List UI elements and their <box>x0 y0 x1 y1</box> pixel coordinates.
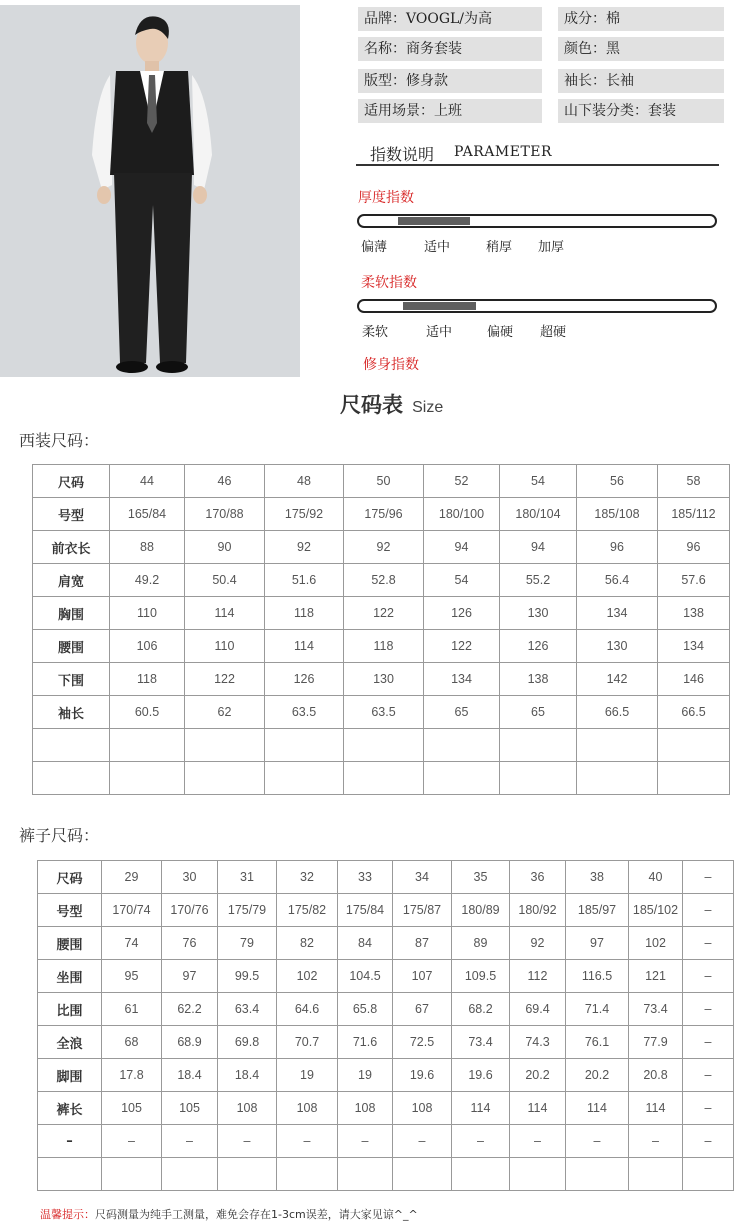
table-cell: 175/87 <box>393 894 452 927</box>
table-cell: 63.5 <box>344 696 424 729</box>
table-cell: 63.4 <box>218 993 277 1026</box>
table-cell: 106 <box>110 630 185 663</box>
softness-tick-1: 柔软 <box>362 325 389 340</box>
table-cell: 92 <box>344 531 424 564</box>
parameter-title-cn: 指数说明 <box>370 145 435 164</box>
table-cell: 82 <box>277 927 338 960</box>
table-cell: 65.8 <box>338 993 393 1026</box>
table-cell: 114 <box>265 630 344 663</box>
table-cell: – <box>683 1092 734 1125</box>
row-header-cell: 尺码 <box>38 861 102 894</box>
table-cell: 66.5 <box>577 696 658 729</box>
table-cell: 170/76 <box>162 894 218 927</box>
table-cell: – <box>393 1125 452 1158</box>
table-row <box>38 1092 734 1125</box>
attr-scene <box>358 99 542 123</box>
table-cell: 40 <box>629 861 683 894</box>
table-cell: 114 <box>629 1092 683 1125</box>
table-cell: 71.6 <box>338 1026 393 1059</box>
parameter-title-en: PARAMETER <box>454 144 553 160</box>
table-cell: 114 <box>566 1092 629 1125</box>
table-cell: 146 <box>658 663 730 696</box>
row-header-cell <box>38 1158 102 1191</box>
table-cell: 46 <box>185 465 265 498</box>
table-cell <box>577 729 658 762</box>
table-cell: 108 <box>277 1092 338 1125</box>
row-header-cell: 胸围 <box>33 597 110 630</box>
slim-index-title: 修身指数 <box>363 357 419 373</box>
table-cell: 69.8 <box>218 1026 277 1059</box>
table-cell: 66.5 <box>658 696 730 729</box>
table-cell <box>185 762 265 795</box>
table-cell: 130 <box>500 597 577 630</box>
attr-material <box>558 7 724 31</box>
table-row <box>38 1059 734 1092</box>
table-cell: 105 <box>102 1092 162 1125</box>
table-cell: 104.5 <box>338 960 393 993</box>
product-photo <box>0 5 300 377</box>
table-row <box>33 696 730 729</box>
table-cell: – <box>452 1125 510 1158</box>
row-header-cell <box>33 729 110 762</box>
softness-index-bar <box>357 299 717 313</box>
measurement-tip <box>40 1206 418 1222</box>
table-cell: 108 <box>338 1092 393 1125</box>
table-cell: 116.5 <box>566 960 629 993</box>
table-cell <box>344 762 424 795</box>
thickness-index-fill <box>398 217 470 225</box>
attr-label: 袖长： <box>564 73 606 89</box>
attr-label: 山下装分类： <box>564 103 648 119</box>
table-cell: 109.5 <box>452 960 510 993</box>
table-cell <box>577 762 658 795</box>
row-header-cell: 前衣长 <box>33 531 110 564</box>
row-header-cell: 脚围 <box>38 1059 102 1092</box>
attr-brand <box>358 7 542 31</box>
table-cell: 19.6 <box>393 1059 452 1092</box>
table-cell: – <box>683 1026 734 1059</box>
table-cell: – <box>162 1125 218 1158</box>
table-cell: 185/97 <box>566 894 629 927</box>
table-cell: 72.5 <box>393 1026 452 1059</box>
table-cell: 110 <box>185 630 265 663</box>
table-cell: 76.1 <box>566 1026 629 1059</box>
table-cell: 19 <box>277 1059 338 1092</box>
table-cell <box>344 729 424 762</box>
table-cell <box>658 762 730 795</box>
table-cell: 92 <box>265 531 344 564</box>
table-cell: 180/104 <box>500 498 577 531</box>
table-cell <box>393 1158 452 1191</box>
table-cell: 114 <box>510 1092 566 1125</box>
table-cell: 36 <box>510 861 566 894</box>
table-cell: 134 <box>577 597 658 630</box>
table-cell: 19 <box>338 1059 393 1092</box>
table-cell: 79 <box>218 927 277 960</box>
table-cell: 110 <box>110 597 185 630</box>
table-cell: 107 <box>393 960 452 993</box>
table-cell: – <box>218 1125 277 1158</box>
table-cell: 114 <box>185 597 265 630</box>
table-cell: – <box>683 1059 734 1092</box>
table-cell: 54 <box>424 564 500 597</box>
table-cell: 19.6 <box>452 1059 510 1092</box>
table-cell: 89 <box>452 927 510 960</box>
table-cell: 56.4 <box>577 564 658 597</box>
attr-label: 品牌： <box>364 11 406 27</box>
attr-value: 黑 <box>606 41 620 57</box>
table-cell: 34 <box>393 861 452 894</box>
table-cell: 175/79 <box>218 894 277 927</box>
table-cell: 138 <box>658 597 730 630</box>
table-cell: 108 <box>393 1092 452 1125</box>
table-row <box>38 927 734 960</box>
table-cell: 185/102 <box>629 894 683 927</box>
table-cell: – <box>683 1125 734 1158</box>
table-cell: 122 <box>185 663 265 696</box>
table-cell: – <box>683 927 734 960</box>
table-row <box>33 531 730 564</box>
table-cell: 68 <box>102 1026 162 1059</box>
table-cell: 32 <box>277 861 338 894</box>
pants-size-table <box>37 860 734 1191</box>
thickness-tick-4: 加厚 <box>538 240 565 255</box>
size-chart-title-cn: 尺码表 <box>340 393 403 417</box>
table-cell: – <box>683 960 734 993</box>
table-row <box>38 1158 734 1191</box>
table-cell <box>338 1158 393 1191</box>
table-cell <box>500 729 577 762</box>
table-cell: 38 <box>566 861 629 894</box>
table-cell: – <box>566 1125 629 1158</box>
attr-label: 成分： <box>564 11 606 27</box>
table-cell: 64.6 <box>277 993 338 1026</box>
table-cell: – <box>102 1125 162 1158</box>
softness-index-fill <box>403 302 476 310</box>
table-cell: – <box>629 1125 683 1158</box>
row-header-cell: 腰围 <box>33 630 110 663</box>
table-cell: 62 <box>185 696 265 729</box>
table-cell: 69.4 <box>510 993 566 1026</box>
thickness-tick-3: 稍厚 <box>486 240 513 255</box>
table-cell: – <box>683 894 734 927</box>
table-cell: 134 <box>424 663 500 696</box>
table-cell: 122 <box>344 597 424 630</box>
table-cell: 20.2 <box>510 1059 566 1092</box>
row-header-cell: 尺码 <box>33 465 110 498</box>
table-cell: 118 <box>265 597 344 630</box>
table-cell: 142 <box>577 663 658 696</box>
table-cell: 84 <box>338 927 393 960</box>
table-cell: 102 <box>277 960 338 993</box>
table-cell: 44 <box>110 465 185 498</box>
table-cell <box>683 1158 734 1191</box>
table-cell <box>566 1158 629 1191</box>
table-cell: 50 <box>344 465 424 498</box>
table-cell: 87 <box>393 927 452 960</box>
size-chart-title <box>340 389 443 419</box>
table-cell <box>185 729 265 762</box>
table-cell: 126 <box>424 597 500 630</box>
table-cell: 130 <box>577 630 658 663</box>
attr-value: 长袖 <box>606 73 634 89</box>
table-cell: 71.4 <box>566 993 629 1026</box>
row-header-cell: 腰围 <box>38 927 102 960</box>
attr-value: 上班 <box>434 103 462 119</box>
table-cell: – <box>510 1125 566 1158</box>
table-cell <box>265 762 344 795</box>
table-cell: 180/92 <box>510 894 566 927</box>
row-header-cell: 裤长 <box>38 1092 102 1125</box>
table-cell: 118 <box>344 630 424 663</box>
tip-prefix: 温馨提示： <box>40 1208 95 1221</box>
table-cell: 17.8 <box>102 1059 162 1092</box>
table-cell: 99.5 <box>218 960 277 993</box>
table-row <box>33 663 730 696</box>
table-cell <box>218 1158 277 1191</box>
table-row <box>33 498 730 531</box>
softness-tick-2: 适中 <box>426 325 453 340</box>
table-cell: 92 <box>510 927 566 960</box>
table-cell: 185/108 <box>577 498 658 531</box>
attr-value: 修身款 <box>406 73 448 89</box>
table-row <box>33 465 730 498</box>
attr-value: 套装 <box>648 103 676 119</box>
table-cell: 126 <box>265 663 344 696</box>
table-cell <box>277 1158 338 1191</box>
table-cell: 175/96 <box>344 498 424 531</box>
table-cell <box>658 729 730 762</box>
table-cell: 35 <box>452 861 510 894</box>
table-cell: 55.2 <box>500 564 577 597</box>
table-cell: 18.4 <box>162 1059 218 1092</box>
table-cell: – <box>277 1125 338 1158</box>
table-row <box>38 993 734 1026</box>
row-header-cell: 坐围 <box>38 960 102 993</box>
table-cell: 48 <box>265 465 344 498</box>
table-cell: 180/89 <box>452 894 510 927</box>
table-cell: 73.4 <box>629 993 683 1026</box>
row-header-cell: 肩宽 <box>33 564 110 597</box>
table-cell: 94 <box>424 531 500 564</box>
table-row <box>33 729 730 762</box>
table-row <box>38 894 734 927</box>
size-chart-title-en: Size <box>412 399 444 416</box>
table-cell: 18.4 <box>218 1059 277 1092</box>
attr-label: 名称： <box>364 41 406 57</box>
table-cell: 170/88 <box>185 498 265 531</box>
tip-text: 尺码测量为纯手工测量，难免会存在1-3cm误差，请大家见谅^_^ <box>95 1208 418 1221</box>
table-cell: 96 <box>577 531 658 564</box>
table-cell: 134 <box>658 630 730 663</box>
table-cell: 108 <box>218 1092 277 1125</box>
table-cell: 122 <box>424 630 500 663</box>
table-cell: 30 <box>162 861 218 894</box>
table-cell <box>110 762 185 795</box>
row-header-cell: 号型 <box>38 894 102 927</box>
table-cell: 73.4 <box>452 1026 510 1059</box>
table-cell: 112 <box>510 960 566 993</box>
table-cell: 170/74 <box>102 894 162 927</box>
attr-fit <box>358 69 542 93</box>
table-cell: 60.5 <box>110 696 185 729</box>
attr-label: 版型： <box>364 73 406 89</box>
attr-value: 棉 <box>606 11 620 27</box>
table-cell: 61 <box>102 993 162 1026</box>
pants-size-label: 裤子尺码： <box>19 826 100 845</box>
table-cell: 54 <box>500 465 577 498</box>
table-cell: – <box>683 861 734 894</box>
table-cell: 90 <box>185 531 265 564</box>
thickness-index-title: 厚度指数 <box>358 190 414 206</box>
table-cell: 67 <box>393 993 452 1026</box>
table-cell <box>162 1158 218 1191</box>
table-cell: 50.4 <box>185 564 265 597</box>
table-cell: 121 <box>629 960 683 993</box>
row-header-cell: 比围 <box>38 993 102 1026</box>
table-cell: 165/84 <box>110 498 185 531</box>
table-cell: 49.2 <box>110 564 185 597</box>
table-cell <box>629 1158 683 1191</box>
row-header-cell: 全浪 <box>38 1026 102 1059</box>
table-cell: 56 <box>577 465 658 498</box>
table-row <box>33 762 730 795</box>
table-cell: 63.5 <box>265 696 344 729</box>
thickness-tick-1: 偏薄 <box>361 240 388 255</box>
row-header-cell: – <box>38 1125 102 1158</box>
attr-value: VOOGL/为高 <box>406 11 493 27</box>
table-cell: 74 <box>102 927 162 960</box>
suit-size-label: 西装尺码： <box>19 431 100 450</box>
attr-sleeve <box>558 69 724 93</box>
table-cell <box>500 762 577 795</box>
table-cell: 68.2 <box>452 993 510 1026</box>
table-cell: 180/100 <box>424 498 500 531</box>
table-cell: 68.9 <box>162 1026 218 1059</box>
table-row <box>33 597 730 630</box>
parameter-header <box>356 140 719 166</box>
table-cell: 94 <box>500 531 577 564</box>
softness-index-title: 柔软指数 <box>361 275 417 291</box>
suit-size-table <box>32 464 730 795</box>
table-cell: 70.7 <box>277 1026 338 1059</box>
table-cell <box>265 729 344 762</box>
table-cell: 74.3 <box>510 1026 566 1059</box>
table-cell <box>424 729 500 762</box>
table-cell: 57.6 <box>658 564 730 597</box>
table-row <box>38 1125 734 1158</box>
table-cell: 77.9 <box>629 1026 683 1059</box>
attr-value: 商务套装 <box>406 41 462 57</box>
row-header-cell: 下围 <box>33 663 110 696</box>
attr-category <box>558 99 724 123</box>
table-cell <box>110 729 185 762</box>
softness-tick-4: 超硬 <box>540 325 567 340</box>
attr-label: 颜色： <box>564 41 606 57</box>
table-cell: 175/82 <box>277 894 338 927</box>
table-cell: 175/92 <box>265 498 344 531</box>
table-cell: 130 <box>344 663 424 696</box>
row-header-cell: 号型 <box>33 498 110 531</box>
table-cell: 118 <box>110 663 185 696</box>
table-cell: 52.8 <box>344 564 424 597</box>
table-cell: 126 <box>500 630 577 663</box>
table-row <box>38 1026 734 1059</box>
table-cell: 65 <box>424 696 500 729</box>
table-cell <box>424 762 500 795</box>
table-cell: 97 <box>566 927 629 960</box>
table-row <box>33 630 730 663</box>
table-cell: 175/84 <box>338 894 393 927</box>
table-cell: 20.8 <box>629 1059 683 1092</box>
attr-label: 适用场景： <box>364 103 434 119</box>
table-cell: 97 <box>162 960 218 993</box>
table-cell: 114 <box>452 1092 510 1125</box>
thickness-index-bar <box>357 214 717 228</box>
row-header-cell: 袖长 <box>33 696 110 729</box>
model-illustration <box>0 5 300 377</box>
table-cell <box>452 1158 510 1191</box>
table-cell: 65 <box>500 696 577 729</box>
table-cell <box>510 1158 566 1191</box>
table-row <box>38 861 734 894</box>
table-cell: 29 <box>102 861 162 894</box>
attr-color <box>558 37 724 61</box>
softness-tick-3: 偏硬 <box>487 325 514 340</box>
table-cell: 138 <box>500 663 577 696</box>
table-cell: – <box>338 1125 393 1158</box>
table-cell: 33 <box>338 861 393 894</box>
table-cell: 105 <box>162 1092 218 1125</box>
table-cell: 20.2 <box>566 1059 629 1092</box>
table-cell: 88 <box>110 531 185 564</box>
table-cell: 51.6 <box>265 564 344 597</box>
table-cell: 95 <box>102 960 162 993</box>
table-cell: – <box>683 993 734 1026</box>
table-cell: 96 <box>658 531 730 564</box>
table-cell: 58 <box>658 465 730 498</box>
table-cell: 102 <box>629 927 683 960</box>
table-cell: 185/112 <box>658 498 730 531</box>
table-cell: 62.2 <box>162 993 218 1026</box>
table-row <box>38 960 734 993</box>
table-cell: 76 <box>162 927 218 960</box>
table-cell: 31 <box>218 861 277 894</box>
row-header-cell <box>33 762 110 795</box>
table-cell <box>102 1158 162 1191</box>
thickness-tick-2: 适中 <box>424 240 451 255</box>
table-cell: 52 <box>424 465 500 498</box>
table-row <box>33 564 730 597</box>
attr-name <box>358 37 542 61</box>
